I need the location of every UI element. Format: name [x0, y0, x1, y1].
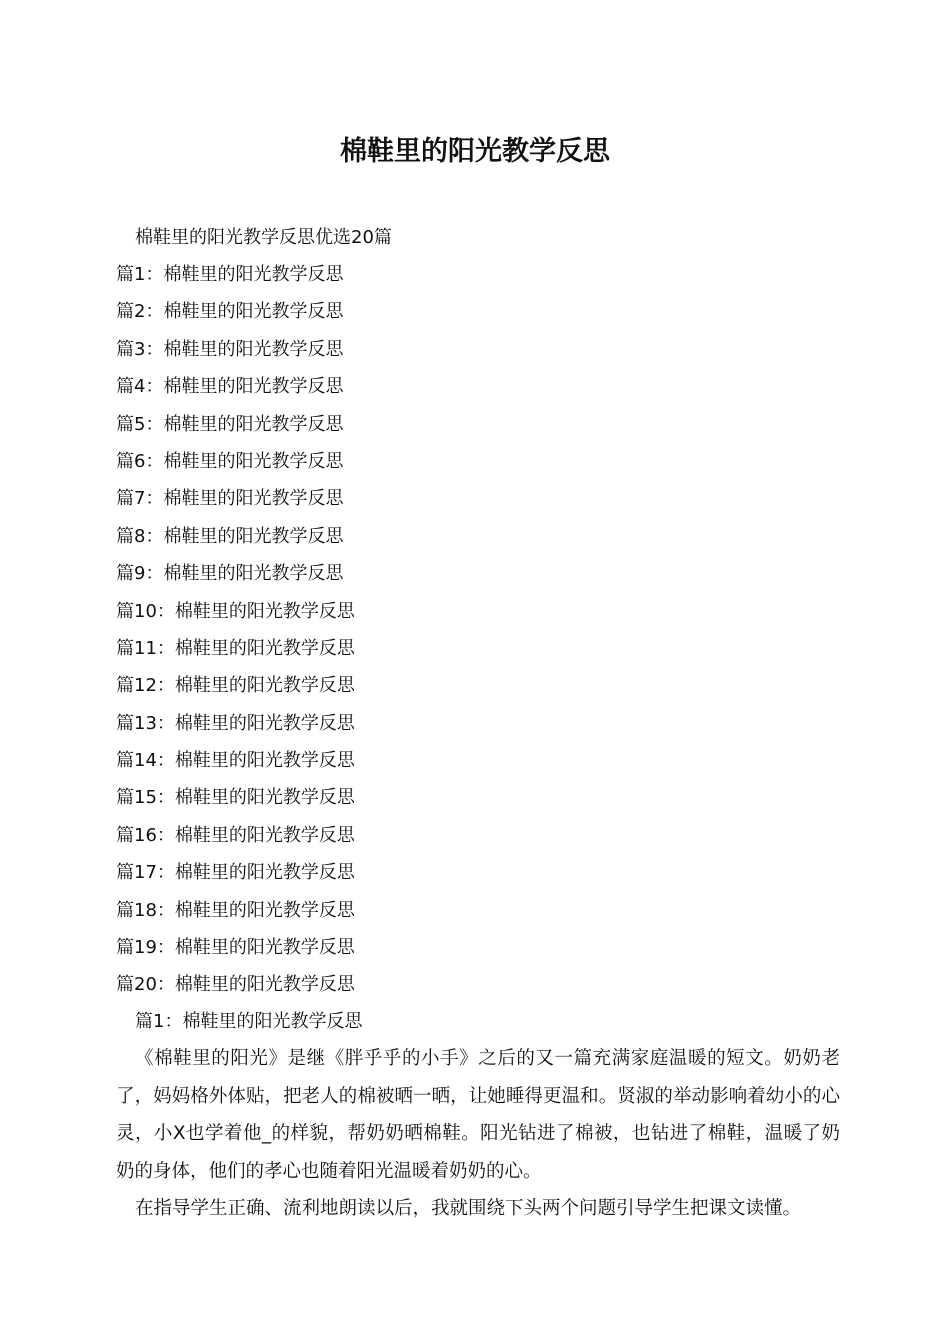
- page-title: 棉鞋里的阳光教学反思: [340, 136, 610, 167]
- toc-item: 篇4：棉鞋里的阳光教学反思: [116, 376, 344, 398]
- toc-item: 篇8：棉鞋里的阳光教学反思: [116, 525, 344, 547]
- toc-item: 篇2：棉鞋里的阳光教学反思: [116, 301, 344, 323]
- toc-item: 篇16：棉鞋里的阳光教学反思: [116, 824, 355, 846]
- toc-item: 篇19：棉鞋里的阳光教学反思: [116, 937, 355, 959]
- toc-item: 篇9：棉鞋里的阳光教学反思: [116, 563, 344, 585]
- document-subtitle: 棉鞋里的阳光教学反思优选20篇: [135, 227, 392, 248]
- body-paragraph: 在指导学生正确、流利地朗读以后，我就围绕下头两个问题引导学生把课文读懂。: [135, 1198, 802, 1219]
- toc-item: 篇1：棉鞋里的阳光教学反思: [116, 264, 344, 285]
- toc-item: 篇7：棉鞋里的阳光教学反思: [116, 488, 344, 510]
- section-heading: 篇1：棉鞋里的阳光教学反思: [135, 1011, 363, 1032]
- toc-item: 篇3：棉鞋里的阳光教学反思: [116, 338, 344, 360]
- toc-item: 篇10：棉鞋里的阳光教学反思: [116, 600, 355, 622]
- toc-item: 篇12：棉鞋里的阳光教学反思: [116, 675, 355, 697]
- toc-item: 篇20：棉鞋里的阳光教学反思: [116, 974, 355, 996]
- toc-item: 篇15：棉鞋里的阳光教学反思: [116, 787, 355, 809]
- body-paragraph: 《棉鞋里的阳光》是继《胖乎乎的小手》之后的又一篇充满家庭温暖的短文。奶奶老了，妈妈格外体贴，把老人的棉被晒一晒，让她睡得更温和。贤淑的举动影响着幼小的心灵，小X也学着他_的样貌，帮奶奶晒棉鞋。阳光钻进了棉被，也钻进了棉鞋，温暖了奶奶的身体，他们的孝心也随着阳光温暖着奶奶的心。: [116, 1048, 840, 1182]
- toc-item: 篇5：棉鞋里的阳光教学反思: [116, 413, 344, 435]
- table-of-contents: [116, 263, 355, 1011]
- toc-item: 篇14：棉鞋里的阳光教学反思: [116, 750, 355, 772]
- toc-item: 篇18：棉鞋里的阳光教学反思: [116, 899, 355, 921]
- toc-item: 篇17：棉鞋里的阳光教学反思: [116, 862, 355, 884]
- toc-item: 篇11：棉鞋里的阳光教学反思: [116, 637, 355, 659]
- toc-item: 篇13：棉鞋里的阳光教学反思: [116, 712, 355, 734]
- toc-item: 篇6：棉鞋里的阳光教学反思: [116, 450, 344, 472]
